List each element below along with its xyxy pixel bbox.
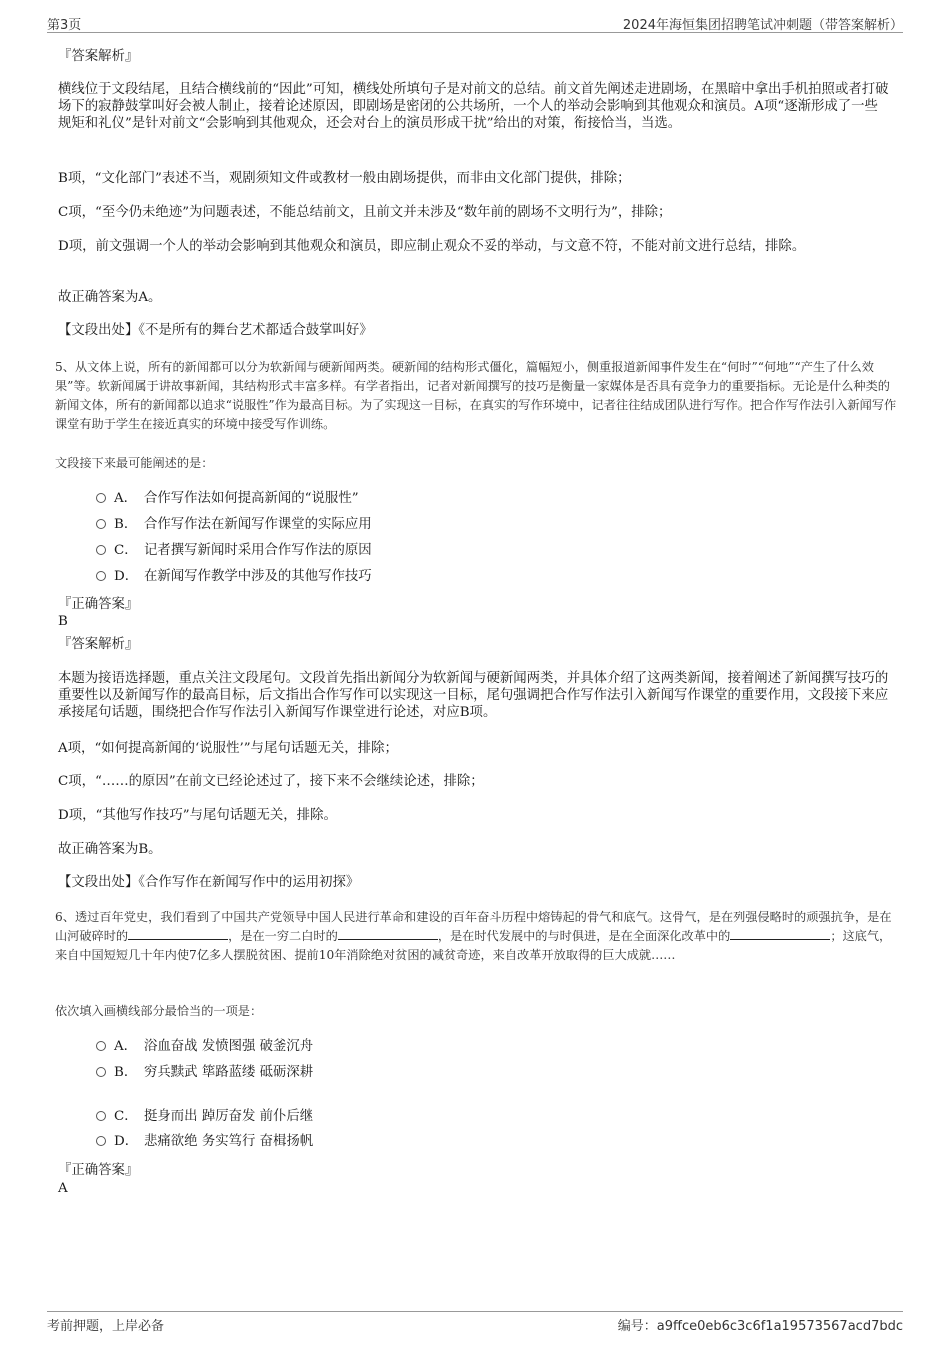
q5-answer-title: 『正确答案』 (58, 597, 139, 612)
fill-blank-3 (730, 927, 830, 940)
radio-icon[interactable] (96, 1067, 106, 1077)
q6-answer-title: 『正确答案』 (58, 1163, 139, 1178)
fill-blank-1 (128, 927, 228, 940)
q5-option-b[interactable]: B． 合作写作法在新闻写作课堂的实际应用 (96, 516, 372, 534)
q5-analysis-para2: A项，“如何提高新闻的‘说服性’”与尾句话题无关，排除； (58, 741, 398, 756)
q4-analysis-para3: C项，“至今仍未绝迹”为问题表述，不能总结前文，且前文并未涉及“数年前的剧场不文明行为”，排除； (58, 205, 672, 220)
q4-analysis-title: 『答案解析』 (58, 49, 139, 64)
document-title: 2024年海恒集团招聘笔试冲刺题（带答案解析） (622, 18, 903, 33)
q5-analysis-para3: C项，“……的原因”在前文已经论述过了，接下来不会继续论述，排除； (58, 774, 484, 789)
radio-icon[interactable] (96, 1136, 106, 1146)
q6-prompt: 依次填入画横线部分最恰当的一项是： (55, 1004, 263, 1018)
q5-analysis-para1: 本题为接语选择题，重点关注文段尾句。文段首先指出新闻分为软新闻与硬新闻两类，并具体介绍了这两类新闻，接着阐述了新闻撰写技巧的重要性以及新闻写作的最高目标，后文指出合作写作可以实现这一目标，尾句强调把合作写作法引入新闻写作课堂的重要作用，文段接下来应承接尾句话题，围绕把合作写作法引入新闻写作课堂进行论述，对应B项。 (58, 671, 889, 720)
radio-icon[interactable] (96, 1041, 106, 1051)
radio-icon[interactable] (96, 1111, 106, 1121)
q5-answer: B (58, 614, 68, 629)
q5-stem: 5、从文体上说，所有的新闻都可以分为软新闻与硬新闻两类。硬新闻的结构形式僵化，篇幅短小，侧重报道新闻事件发生在“何时”“何地”“产生了什么效果”等。软新闻属于讲故事新闻，其结构形式丰富多样。有学者指出，记者对新闻撰写的技巧是衡量一家媒体是否具有竞争力的重要指标。无论是什么种类的新闻文体，所有的新闻都以追求“说服性”作为最高目标。为了实现这一目标，在真实的写作环境中，记者往往结成团队进行写作。把合作写作法引入新闻写作课堂有助于学生在接近真实的环境中接受写作训练。 (55, 360, 897, 431)
q6-answer: A (58, 1181, 68, 1196)
q5-option-a[interactable]: A． 合作写作法如何提高新闻的“说服性” (96, 490, 359, 508)
q6-option-b[interactable]: B． 穷兵黩武 筚路蓝缕 砥砺深耕 (96, 1064, 313, 1082)
radio-icon[interactable] (96, 571, 106, 581)
fill-blank-2 (338, 927, 438, 940)
q5-option-c[interactable]: C． 记者撰写新闻时采用合作写作法的原因 (96, 542, 372, 560)
q6-stem: 6、透过百年党史，我们看到了中国共产党领导中国人民进行革命和建设的百年奋斗历程中熔铸起的骨气和底气。这骨气，是在列强侵略时的顽强抗争，是在山河破碎时的 ，是在一穷二白时的 ，是在时代发展中的与时俱进，是在全面深化改革中的 ；这底气，来自中国短短几十年内使7亿多人摆脱贫困、提前10年消除绝对贫困的减贫奇迹，来自改革开放取得的巨大成就…… (55, 910, 892, 962)
radio-icon[interactable] (96, 519, 106, 529)
q5-conclusion: 故正确答案为B。 (58, 842, 162, 857)
q5-analysis-para4: D项，“其他写作技巧”与尾句话题无关，排除。 (58, 808, 337, 823)
q4-source: 【文段出处】《不是所有的舞台艺术都适合鼓掌叫好》 (58, 323, 373, 338)
page-number: 第3页 (47, 18, 82, 33)
q4-conclusion: 故正确答案为A。 (58, 290, 162, 305)
q5-option-d[interactable]: D． 在新闻写作教学中涉及的其他写作技巧 (96, 568, 372, 586)
q5-source: 【文段出处】《合作写作在新闻写作中的运用初探》 (58, 875, 360, 890)
q5-prompt: 文段接下来最可能阐述的是： (55, 456, 214, 470)
footer-slogan: 考前押题，上岸必备 (47, 1319, 165, 1334)
q4-analysis-para2: B项，“文化部门”表述不当，观剧须知文件或教材一般由剧场提供，而非由文化部门提供，排除； (58, 171, 631, 186)
radio-icon[interactable] (96, 545, 106, 555)
q5-analysis-title: 『答案解析』 (58, 637, 139, 652)
q6-option-a[interactable]: A． 浴血奋战 发愤图强 破釜沉舟 (96, 1038, 313, 1056)
q4-analysis-para1: 横线位于文段结尾，且结合横线前的“因此”可知，横线处所填句子是对前文的总结。前文首先阐述走进剧场，在黑暗中拿出手机拍照或者打破场下的寂静鼓掌叫好会被人制止，接着论述原因，即剧场是密闭的公共场所，一个人的举动会影响到其他观众和演员。A项“逐渐形成了一些规矩和礼仪”是针对前文“会影响到其他观众，还会对台上的演员形成干扰”给出的对策，衔接恰当，当选。 (58, 82, 889, 131)
q6-option-c[interactable]: C． 挺身而出 踔厉奋发 前仆后继 (96, 1108, 313, 1126)
q6-option-d[interactable]: D． 悲痛欲绝 务实笃行 奋楫扬帆 (96, 1133, 313, 1151)
page-footer (47, 1311, 903, 1335)
q4-analysis-para4: D项，前文强调一个人的举动会影响到其他观众和演员，即应制止观众不妥的举动，与文意不符，不能对前文进行总结，排除。 (58, 239, 806, 254)
radio-icon[interactable] (96, 493, 106, 503)
document-id: 编号：a9ffce0eb6c3c6f1a19573567acd7bdc (617, 1319, 903, 1334)
page-header (47, 14, 903, 33)
